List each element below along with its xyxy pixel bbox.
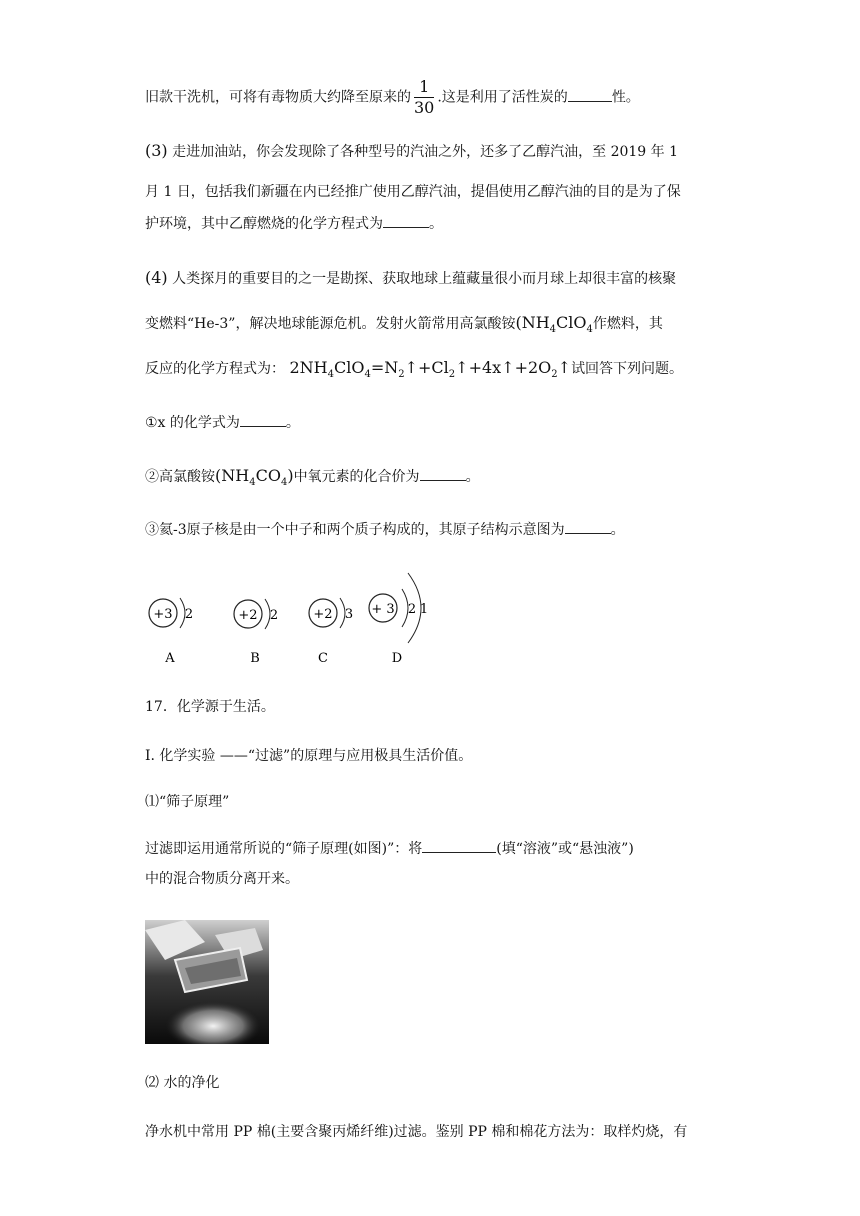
text: ②高氯酸铵 xyxy=(145,469,215,485)
q17-item1-text-line2 xyxy=(145,869,299,889)
nucleus-charge: + 3 xyxy=(371,602,395,617)
q17-title xyxy=(145,697,275,717)
q16-p4-line3 xyxy=(145,358,683,381)
item-heading: ⑵ 水的净化 xyxy=(145,1075,220,1091)
section-heading: I. 化学实验 ——“过滤”的原理与应用极具生活价值。 xyxy=(145,748,473,764)
fraction-denominator: 30 xyxy=(414,98,435,117)
option-d-diagram[interactable] xyxy=(369,573,428,666)
q16-sub1 xyxy=(145,413,300,433)
subscript: 2 xyxy=(551,369,558,380)
electron-count: 3 xyxy=(344,607,354,622)
option-label: A xyxy=(165,651,175,666)
electron-count: 1 xyxy=(419,602,429,617)
eq-part: ↑+4x↑+2O xyxy=(455,358,552,377)
subscript: 4 xyxy=(364,369,371,380)
text: ③氦-3原子核是由一个中子和两个质子构成的，其原子结构示意图为 xyxy=(145,522,565,538)
text: 过滤即运用通常所说的“筛子原理(如图)”：将 xyxy=(145,841,423,857)
text: 走进加油站，你会发现除了各种型号的汽油之外，还多了乙醇汽油，至 2019 年 1 xyxy=(172,144,679,160)
answer-blank[interactable] xyxy=(422,839,496,853)
text: 。 xyxy=(429,216,443,232)
q17-item1-text xyxy=(145,839,634,859)
text: 护环境，其中乙醇燃烧的化学方程式为 xyxy=(145,216,383,232)
text: 变燃料“He-3”，解决地球能源危机。发射火箭常用高氯酸铵 xyxy=(145,316,516,332)
text: (填“溶液”或“悬浊液”) xyxy=(496,841,634,857)
item-heading: ⑴“筛子原理” xyxy=(145,794,230,810)
q16-sub2 xyxy=(145,466,480,489)
subscript: 4 xyxy=(549,324,557,335)
part-label: (4) xyxy=(145,268,168,287)
formula-part: CO xyxy=(255,466,281,485)
eq-part: ↑+Cl xyxy=(404,358,449,377)
q16-p2-line xyxy=(145,77,640,118)
answer-blank[interactable] xyxy=(420,467,466,481)
electron-count: 2 xyxy=(184,607,194,622)
atom-structure-diagrams xyxy=(140,565,440,670)
nucleus-charge: +2 xyxy=(313,607,333,622)
text: 试回答下列问题。 xyxy=(571,361,684,377)
q16-sub3 xyxy=(145,520,625,540)
q17-item2-text xyxy=(145,1122,687,1142)
text: 性。 xyxy=(611,89,640,106)
option-b-diagram[interactable] xyxy=(234,599,278,666)
text: 反应的化学方程式为： xyxy=(145,361,285,377)
subscript: 4 xyxy=(280,477,288,488)
text: ①x 的化学式为 xyxy=(145,415,240,431)
subscript: 4 xyxy=(327,369,334,380)
nucleus-charge: +2 xyxy=(238,608,258,623)
option-a-diagram[interactable] xyxy=(149,598,193,666)
fraction-one-thirtieth xyxy=(414,77,434,118)
text: 人类探月的重要目的之一是勘探、获取地球上蕴藏量很小而月球上却很丰富的核聚 xyxy=(172,271,677,287)
q17-part1 xyxy=(145,746,472,766)
text: .这是利用了活性炭的 xyxy=(437,89,568,106)
nucleus-charge: +3 xyxy=(153,607,173,622)
formula-part: ClO xyxy=(556,313,587,332)
option-label: C xyxy=(318,651,328,666)
q16-p4-line1 xyxy=(145,268,676,289)
formula-part: ) xyxy=(287,466,294,485)
question-title: 17．化学源于生活。 xyxy=(145,699,275,715)
formula-part: (NH xyxy=(515,313,550,332)
subscript: 4 xyxy=(249,477,256,488)
option-label: D xyxy=(391,651,403,666)
text: 中氧元素的化合价为 xyxy=(293,469,420,485)
text: 作燃料，其 xyxy=(592,316,663,332)
sieve-photo xyxy=(145,920,269,1044)
text: 。 xyxy=(285,415,300,431)
text: 月 1 日，包括我们新疆在内已经推广使用乙醇汽油，提倡使用乙醇汽油的目的是为了保 xyxy=(145,184,681,200)
falling-powder xyxy=(145,980,269,1044)
text: 中的混合物质分离开来。 xyxy=(145,871,299,887)
q16-p3-line3 xyxy=(145,214,443,234)
text: 净水机中常用 PP 棉(主要含聚丙烯纤维)过滤。鉴别 PP 棉和棉花方法为：取样灼烧，有 xyxy=(145,1124,688,1140)
subscript: 2 xyxy=(398,369,405,380)
q16-p3-line1 xyxy=(145,141,678,162)
part-label: (3) xyxy=(145,141,168,160)
formula xyxy=(515,313,593,335)
answer-blank[interactable] xyxy=(568,88,612,102)
text: 旧款干洗机，可将有毒物质大约降至原来的 xyxy=(145,89,411,106)
text: 。 xyxy=(610,522,625,538)
q16-p3-line2 xyxy=(145,182,681,202)
electron-count: 2 xyxy=(407,602,417,617)
electron-count: 2 xyxy=(269,608,279,623)
eq-part: ClO xyxy=(333,358,365,377)
subscript: 2 xyxy=(448,369,456,380)
formula-part: (NH xyxy=(215,466,250,485)
formula xyxy=(215,466,294,488)
q17-item2 xyxy=(145,1073,219,1093)
text: 。 xyxy=(465,469,480,485)
eq-part: =N xyxy=(370,358,399,377)
eq-part: 2NH xyxy=(289,358,328,377)
eq-part: ↑ xyxy=(557,358,572,377)
subscript: 4 xyxy=(586,324,593,335)
answer-blank[interactable] xyxy=(565,520,611,534)
q17-item1 xyxy=(145,792,229,812)
answer-blank[interactable] xyxy=(383,214,429,228)
chemical-equation xyxy=(289,358,572,380)
option-c-diagram[interactable] xyxy=(309,598,353,666)
answer-blank[interactable] xyxy=(240,413,286,427)
fraction-numerator: 1 xyxy=(414,77,434,98)
option-label: B xyxy=(250,651,260,666)
q16-p4-line2 xyxy=(145,313,663,336)
